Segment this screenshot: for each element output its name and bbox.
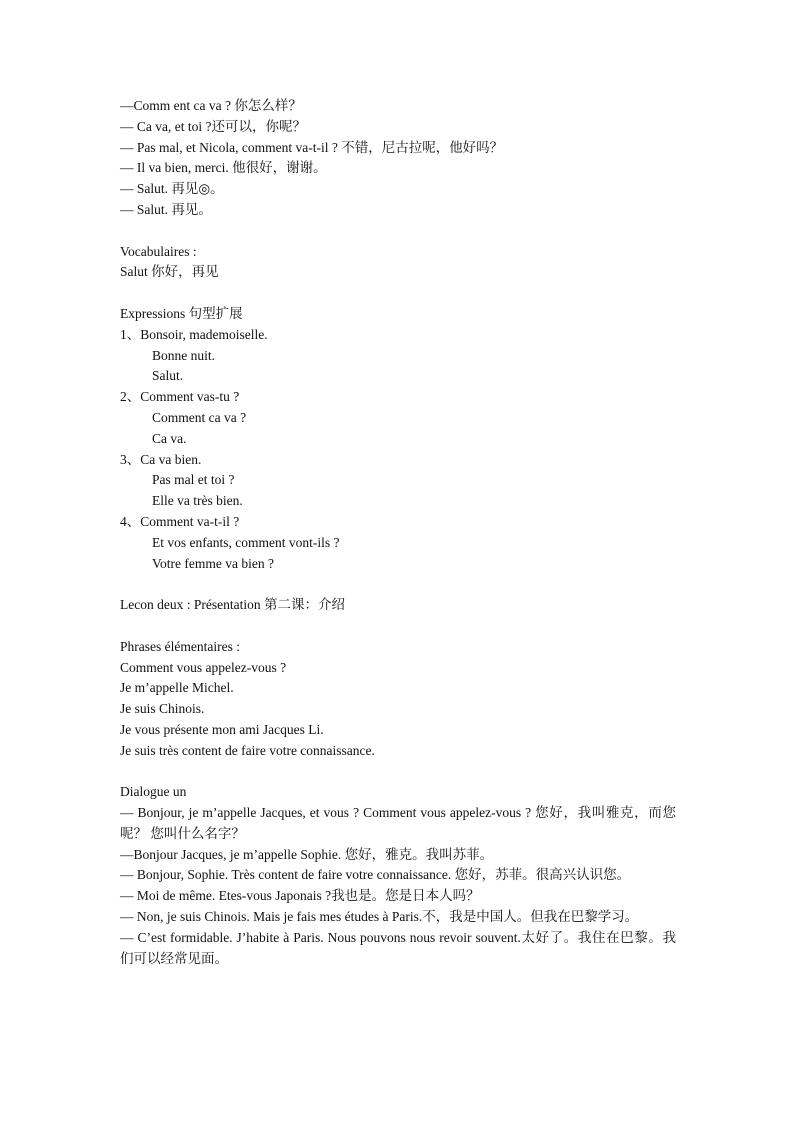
dialogue-line: —Comm ent ca va ? 你怎么样？ — [120, 98, 302, 113]
expression-variant: Comment ca va ? — [152, 409, 247, 425]
dialogue-line: — Ca va, et toi ?还可以，你呢？ — [120, 118, 306, 134]
phrases-heading: Phrases élémentaires : — [120, 638, 240, 654]
expressions-heading: Expressions 句型扩展 — [120, 305, 243, 321]
blank-line — [120, 762, 676, 783]
expression-variant: Et vos enfants, comment vont-ils ? — [152, 534, 340, 550]
blank-line — [120, 283, 676, 304]
dialogue-line: — Moi de même. Etes-vous Japonais ?我也是。您是日本人吗？ — [120, 888, 480, 904]
dialogue-heading: Dialogue un — [120, 784, 187, 800]
expression-head: 1、Bonsoir, mademoiselle. — [120, 326, 268, 342]
dialogue-line: — C’est formidable. J’habite à Paris. Nous pouvons nous revoir souvent.太好了。我住在巴黎。我们可以经常见面。 — [120, 929, 676, 966]
expression-head: 2、Comment vas-tu ? — [120, 389, 240, 405]
phrase-line: Je vous présente mon ami Jacques Li. — [120, 721, 324, 737]
vocabulary-heading: Vocabulaires : — [120, 243, 197, 259]
phrase-line: Je suis Chinois. — [120, 701, 205, 717]
dialogue-line: — Pas mal, et Nicola, comment va-t-il ? 不错，尼古拉呢，他好吗？ — [120, 139, 504, 155]
vocabulary-item: Salut 你好，再见 — [120, 264, 219, 280]
phrase-line: Je suis très content de faire votre connaissance. — [120, 742, 375, 758]
dialogue-line: — Salut. 再见◎。 — [120, 181, 224, 197]
expression-variant: Pas mal et toi ? — [152, 472, 235, 488]
dialogue-line: — Salut. 再见。 — [120, 201, 212, 217]
blank-line — [120, 574, 676, 595]
blank-line — [120, 616, 676, 637]
expression-variant: Bonne nuit. — [152, 347, 215, 363]
dialogue-line: — Bonjour, Sophie. Très content de faire votre connaissance. 您好，苏菲。很高兴认识您。 — [120, 867, 631, 883]
dialogue-line: — Il va bien, merci. 他很好，谢谢。 — [120, 160, 327, 176]
expression-head: 4、Comment va-t-il ? — [120, 513, 240, 529]
expression-variant: Ca va. — [152, 430, 187, 446]
expression-variant: Salut. — [152, 368, 184, 384]
expression-variant: Votre femme va bien ? — [152, 555, 274, 571]
dialogue-line: — Non, je suis Chinois. Mais je fais mes études à Paris.不，我是中国人。但我在巴黎学习。 — [120, 909, 639, 925]
phrase-line: Je m’appelle Michel. — [120, 680, 234, 696]
dialogue-line: —Bonjour Jacques, je m’appelle Sophie. 您好，雅克。我叫苏菲。 — [120, 846, 494, 862]
blank-line — [120, 221, 676, 242]
phrase-line: Comment vous appelez-vous ? — [120, 659, 287, 675]
dialogue-line: — Bonjour, je m’appelle Jacques, et vous ? Comment vous appelez-vous ? 您好，我叫雅克，而您呢？ 您叫什么名字？ — [120, 805, 676, 841]
expression-head: 3、Ca va bien. — [120, 451, 202, 467]
document-body — [120, 96, 676, 969]
expression-variant: Elle va très bien. — [152, 493, 243, 509]
lesson-title: Lecon deux : Présentation 第二课：介绍 — [120, 597, 345, 613]
